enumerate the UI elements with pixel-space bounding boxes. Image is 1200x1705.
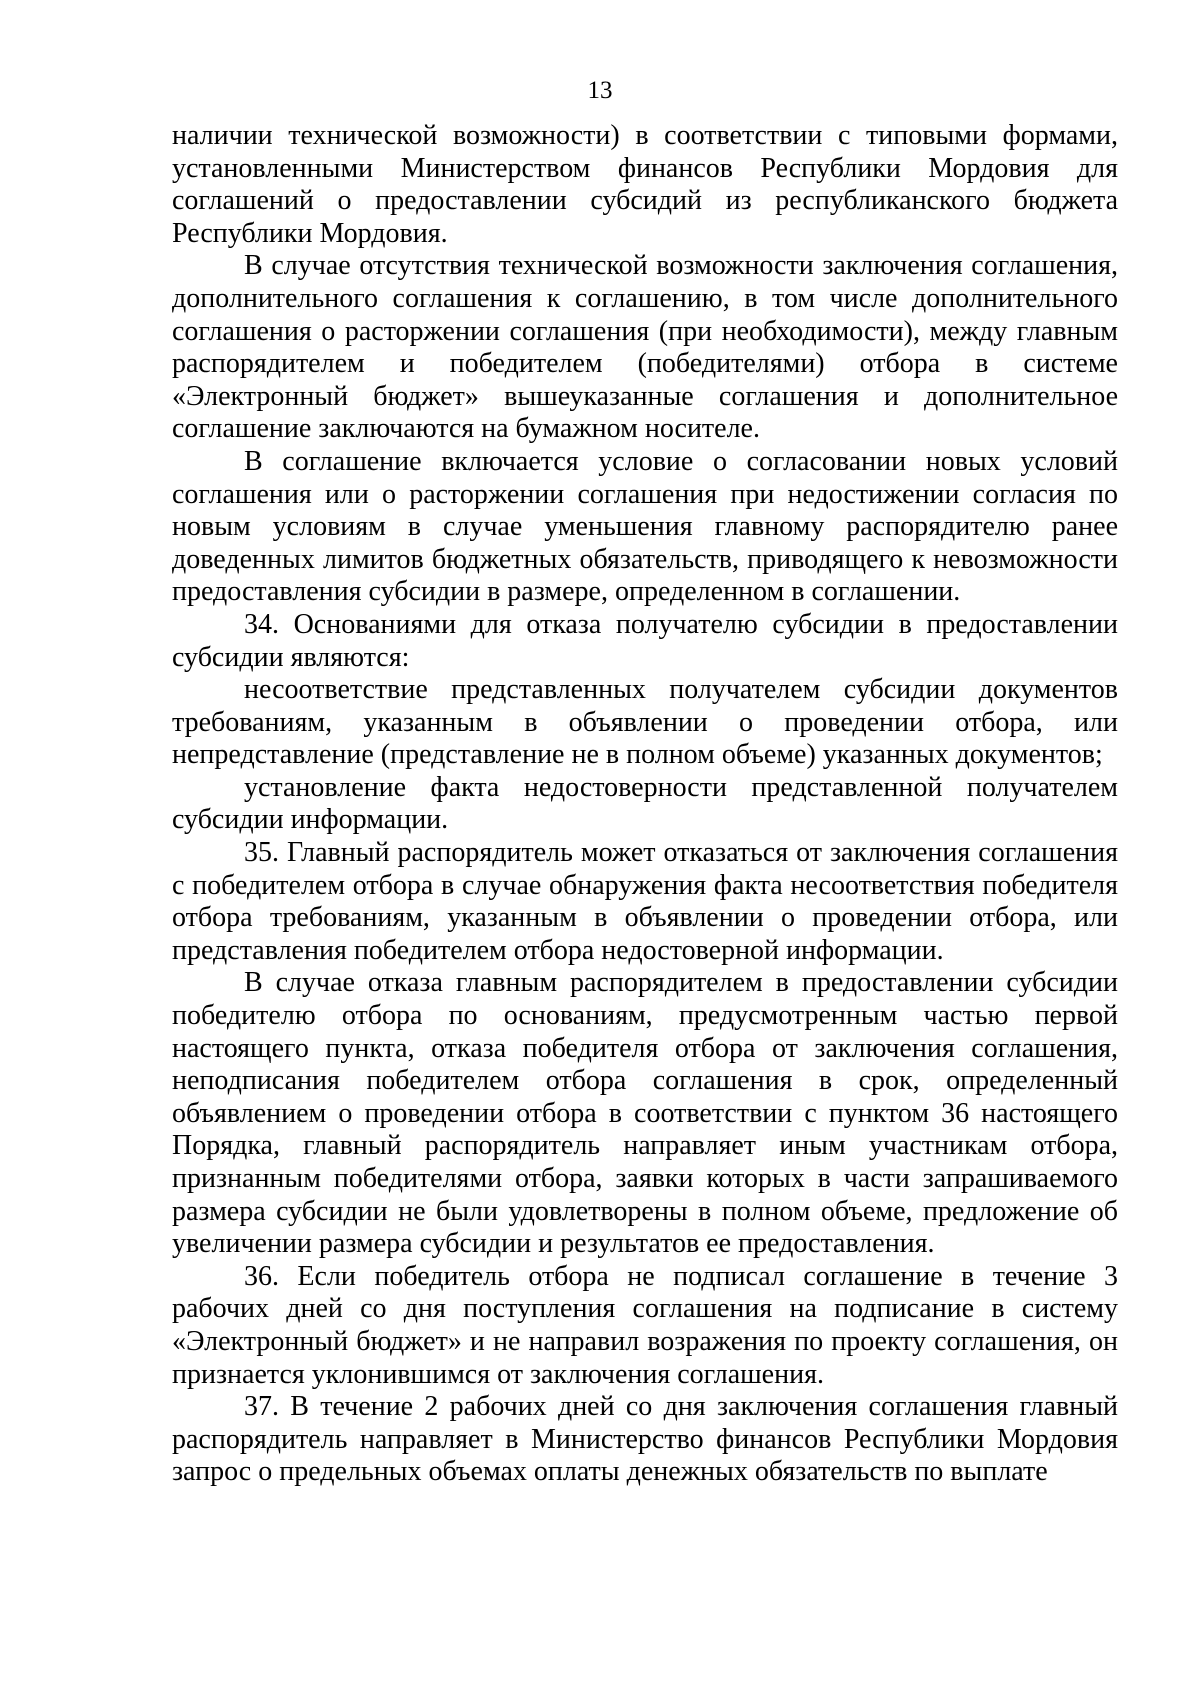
paragraph: несоответствие представленных получателем субсидии документов требованиям, указанным в объявлении о проведении отбора, или непредставление (представление не в полном объеме) указанных документов; <box>172 674 1118 771</box>
paragraph: В случае отказа главным распорядителем в предоставлении субсидии победителю отбора по основаниям, предусмотренным частью первой настоящего пункта, отказа победителя отбора от заключения соглашения, неподписания победителем отбора соглашения в срок, определенный объявлением о проведении отбора в соответствии с пунктом 36 настоящего Порядка, главный распорядитель направляет иным участникам отбора, признанным победителями отбора, заявки которых в части запрашиваемого размера субсидии не были удовлетворены в полном объеме, предложение об увеличении размера субсидии и результатов ее предоставления. <box>172 967 1118 1260</box>
paragraph: В случае отсутствия технической возможности заключения соглашения, дополнительного соглашения к соглашению, в том числе дополнительного соглашения о расторжении соглашения (при необходимости), между главным распорядителем и победителем (победителями) отбора в системе «Электронный бюджет» вышеуказанные соглашения и дополнительное соглашение заключаются на бумажном носителе. <box>172 250 1118 445</box>
paragraph: наличии технической возможности) в соответствии с типовыми формами, установленными Министерством финансов Республики Мордовия для соглашений о предоставлении субсидий из республиканского бюджета Республики Мордовия. <box>172 120 1118 249</box>
page-number: 13 <box>587 77 613 104</box>
paragraph: установление факта недостоверности представленной получателем субсидии информации. <box>172 771 1118 836</box>
document-body <box>172 120 1118 1489</box>
paragraph-item-34: 34. Основаниями для отказа получателю субсидии в предоставлении субсидии являются: <box>172 608 1118 673</box>
paragraph-item-36: 36. Если победитель отбора не подписал соглашение в течение 3 рабочих дней со дня поступления соглашения на подписание в систему «Электронный бюджет» и не направил возражения по проекту соглашения, он признается уклонившимся от заключения соглашения. <box>172 1260 1118 1390</box>
paragraph: В соглашение включается условие о согласовании новых условий соглашения или о расторжении соглашения при недостижении согласия по новым условиям в случае уменьшения главному распорядителю ранее доведенных лимитов бюджетных обязательств, приводящего к невозможности предоставления субсидии в размере, определенном в соглашении. <box>172 445 1118 608</box>
paragraph-item-37: 37. В течение 2 рабочих дней со дня заключения соглашения главный распорядитель направляет в Министерство финансов Республики Мордовия запрос о предельных объемах оплаты денежных обязательств по выплате <box>172 1391 1118 1488</box>
paragraph-item-35: 35. Главный распорядитель может отказаться от заключения соглашения с победителем отбора в случае обнаружения факта несоответствия победителя отбора требованиям, указанным в объявлении о проведении отбора, или представления победителем отбора недостоверной информации. <box>172 837 1118 966</box>
